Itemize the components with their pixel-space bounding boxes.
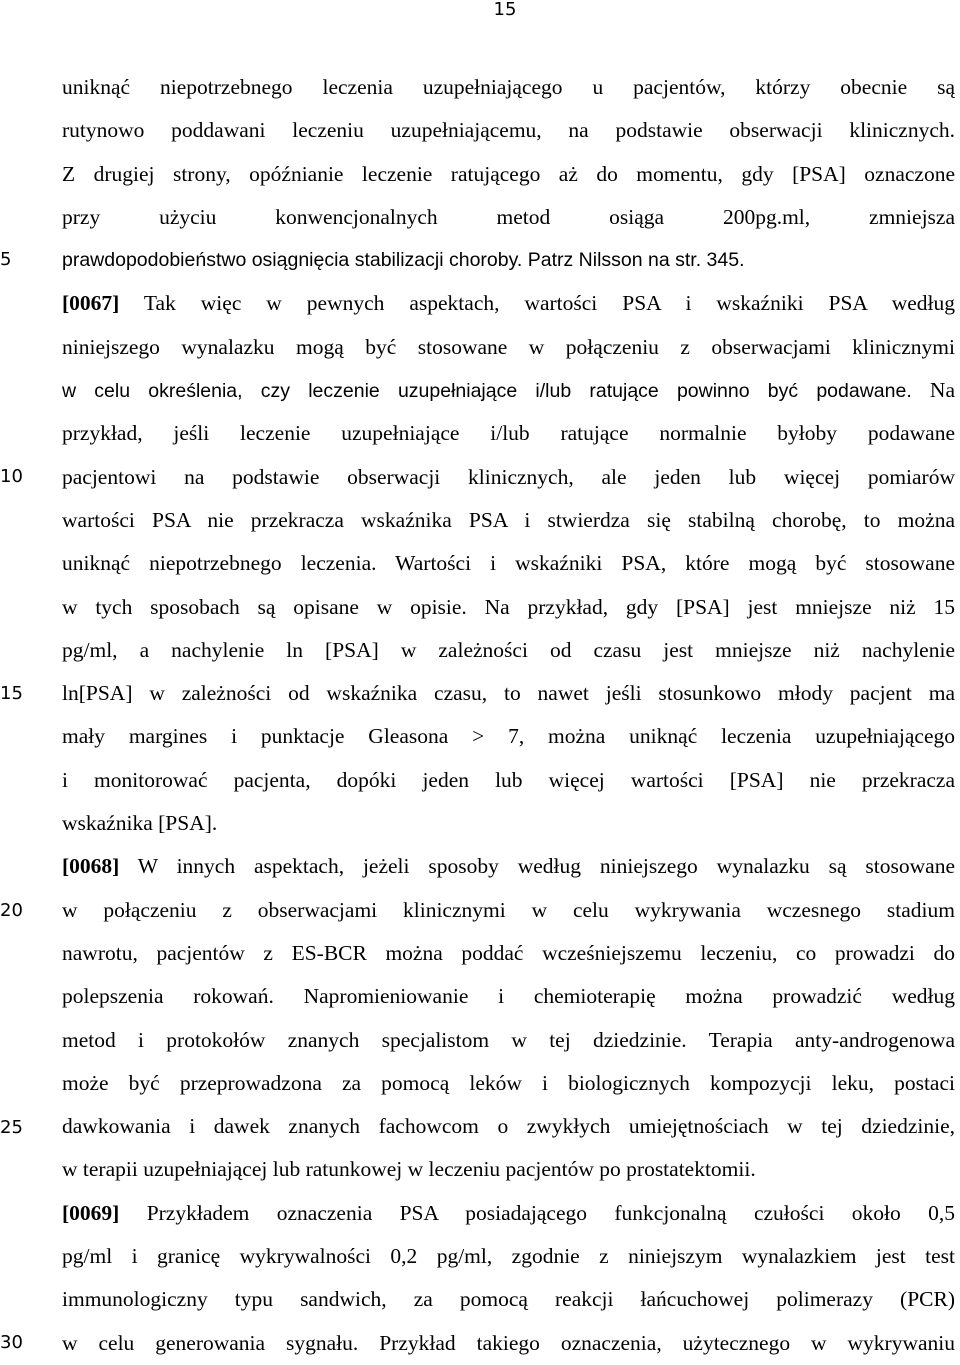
line-number: 15 bbox=[0, 683, 23, 704]
text-run: w celu określenia, czy leczenie uzupełniające i/lub ratujące powinno być podawane. bbox=[62, 380, 912, 403]
text-line: rutynowo poddawani leczeniu uzupełniającemu, na podstawie obserwacji klinicznych. bbox=[62, 118, 955, 143]
text-run: Przykładem oznaczenia PSA posiadającego funkcjonalną czułości około 0,5 bbox=[119, 1200, 955, 1225]
text-line: w celu generowania sygnału. Przykład takiego oznaczenia, użytecznego w wykrywaniu bbox=[62, 1330, 955, 1355]
text-line: może być przeprowadzona za pomocą leków i biologicznych kompozycji leku, postaci bbox=[62, 1070, 955, 1095]
text-line: polepszenia rokowań. Napromieniowanie i chemioterapię można prowadzić według bbox=[62, 984, 955, 1009]
paragraph-0067-first-line bbox=[62, 282, 955, 325]
text-line: przykład, jeśli leczenie uzupełniające i/lub ratujące normalnie byłoby podawane bbox=[62, 421, 955, 446]
text-line-mixed bbox=[62, 369, 955, 412]
paragraph-id: [0067] bbox=[62, 291, 120, 316]
text-line: nawrotu, pacjentów z ES-BCR można poddać wcześniejszemu leczeniu, co prowadzi do bbox=[62, 940, 955, 965]
text-line: wartości PSA nie przekracza wskaźnika PSA i stwierdza się stabilną chorobę, to można bbox=[62, 507, 955, 532]
text-run: Tak więc w pewnych aspektach, wartości PSA i wskaźniki PSA według bbox=[119, 291, 955, 316]
text-line: i monitorować pacjenta, dopóki jeden lub więcej wartości [PSA] nie przekracza bbox=[62, 767, 955, 792]
text-line: uniknąć niepotrzebnego leczenia uzupełniającego u pacjentów, którzy obecnie są bbox=[62, 75, 955, 99]
line-number: 10 bbox=[0, 466, 23, 487]
text-line: immunologiczny typu sandwich, za pomocą reakcji łańcuchowej polimerazy (PCR) bbox=[62, 1287, 955, 1312]
paragraph-id: [0069] bbox=[62, 1200, 120, 1225]
line-number: 20 bbox=[0, 900, 23, 921]
text-line: niniejszego wynalazku mogą być stosowane w połączeniu z obserwacjami klinicznymi bbox=[62, 334, 955, 359]
text-line: pg/ml, a nachylenie ln [PSA] w zależności od czasu jest mniejsze niż nachylenie bbox=[62, 637, 955, 662]
text-run: Na bbox=[911, 378, 955, 403]
paragraph-0069-first-line bbox=[62, 1192, 955, 1235]
text-line: w połączeniu z obserwacjami klinicznymi w celu wykrywania wczesnego stadium bbox=[62, 897, 955, 922]
text-line: przy użyciu konwencjonalnych metod osiąga 200pg.ml, zmniejsza bbox=[62, 204, 955, 229]
paragraph-id: [0068] bbox=[62, 854, 120, 879]
text-line: wskaźnika [PSA]. bbox=[62, 811, 218, 836]
line-number: 25 bbox=[0, 1117, 23, 1138]
paragraph-0068-first-line bbox=[62, 845, 955, 888]
text-line: dawkowania i dawek znanych fachowcom o zwykłych umiejętnościach w tej dziedzinie, bbox=[62, 1114, 955, 1139]
text-run: W innych aspektach, jeżeli sposoby według niniejszego wynalazku są stosowane bbox=[119, 854, 955, 879]
text-line: pacjentowi na podstawie obserwacji klinicznych, ale jeden lub więcej pomiarów bbox=[62, 464, 955, 489]
text-line: ln[PSA] w zależności od wskaźnika czasu, to nawet jeśli stosunkowo młody pacjent ma bbox=[62, 681, 955, 706]
line-number: 5 bbox=[0, 249, 12, 270]
text-line: w tych sposobach są opisane w opisie. Na przykład, gdy [PSA] jest mniejsze niż 15 bbox=[62, 594, 955, 619]
text-line: w terapii uzupełniającej lub ratunkowej w leczeniu pacjentów po prostatektomii. bbox=[62, 1157, 756, 1182]
text-line: metod i protokołów znanych specjalistom w tej dziedzinie. Terapia anty-androgenowa bbox=[62, 1027, 955, 1052]
document-body bbox=[62, 66, 955, 1365]
page-number: 15 bbox=[493, 0, 517, 20]
text-line: uniknąć niepotrzebnego leczenia. Wartości i wskaźniki PSA, które mogą być stosowane bbox=[62, 551, 955, 576]
line-number: 30 bbox=[0, 1332, 23, 1353]
text-line: pg/ml i granicę wykrywalności 0,2 pg/ml, zgodnie z niniejszym wynalazkiem jest test bbox=[62, 1244, 955, 1269]
line-number-gutter bbox=[0, 0, 40, 1363]
text-line: prawdopodobieństwo osiągnięcia stabilizacji choroby. Patrz Nilsson na str. 345. bbox=[62, 249, 745, 272]
text-line: Z drugiej strony, opóźnianie leczenie ratującego aż do momentu, gdy [PSA] oznaczone bbox=[62, 161, 955, 186]
text-line: mały margines i punktacje Gleasona > 7, można uniknąć leczenia uzupełniającego bbox=[62, 724, 955, 749]
